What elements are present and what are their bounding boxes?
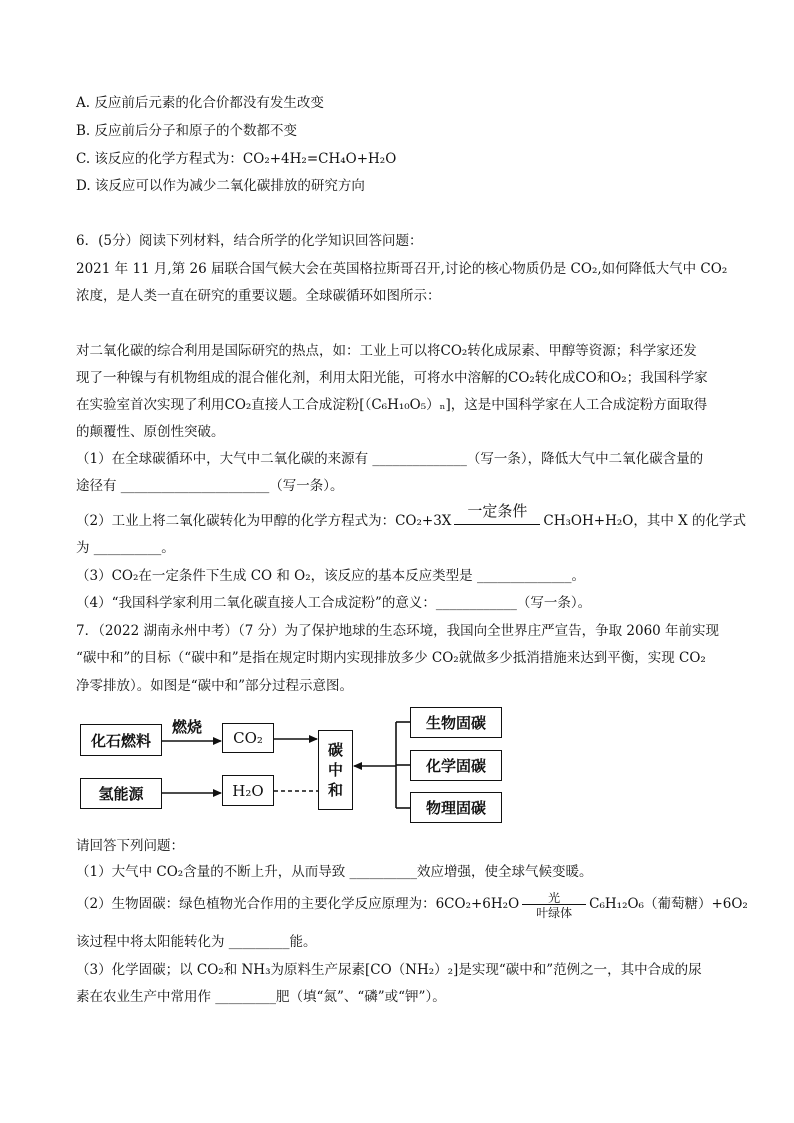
q7-sub1-line: （1）大气中 CO₂含量的不断上升，从而导致 __________效应增强，使全球气候变暖。 <box>76 864 593 880</box>
option-b: B. 反应前后分子和原子的个数都不变 <box>76 123 298 139</box>
carbon-neutral-label: 碳中和 <box>328 740 344 800</box>
q7-sub2-text-before: （2）生物固碳：绿色植物光合作用的主要化学反应原理为：6CO₂+6H₂O <box>76 896 520 912</box>
q6-material-line: 在实验室首次实现了利用CO₂直接人工合成淀粉[（C₆H₁₀O₅）ₙ]，这是中国科学家在人工合成淀粉方面取得 <box>76 397 708 413</box>
option-d: D. 该反应可以作为减少二氧化碳排放的研究方向 <box>76 178 365 194</box>
q7-intro-line: 7．（2022 湖南永州中考）（7 分）为了保护地球的生态环境，我国向全世界庄严宣告，争取 2060 年前实现 <box>76 623 720 639</box>
q6-heading: 6．(5分）阅读下列材料，结合所学的化学知识回答问题： <box>76 233 423 249</box>
q7-sub3-line: （3）化学固碳；以 CO₂和 NH₃为原料生产尿素[CO（NH₂）₂]是实现“碳中和”范例之一，其中合成的尿 <box>76 962 702 978</box>
q7-intro-line: 净零排放）。如图是“碳中和”部分过程示意图。 <box>76 678 354 694</box>
q6-intro-line: 2021 年 11 月,第 26 届联合国气候大会在英国格拉斯哥召开,讨论的核心物质仍是 CO₂,如何降低大气中 CO₂ <box>76 261 728 277</box>
q6-sub2-line2: 为 __________。 <box>76 540 175 556</box>
carbon-neutral-diagram-arrows <box>0 700 794 840</box>
option-c: C. 该反应的化学方程式为：CO₂+4H₂=CH₄O+H₂O <box>76 151 397 167</box>
q6-material-line: 的颠覆性、原创性突破。 <box>76 424 225 440</box>
bio-fixation-box: 生物固碳 <box>410 707 502 738</box>
water-box: H₂O <box>222 775 274 806</box>
chlorophyll-condition-label: 叶绿体 <box>536 906 573 920</box>
q6-sub1-line: 途径有 ______________________（写一条）。 <box>76 478 344 494</box>
reaction-condition-label: 一定条件 <box>467 502 528 520</box>
q6-material-line: 对二氧化碳的综合利用是国际研究的热点，如：工业上可以将CO₂转化成尿素、甲醇等资源；科学家还发 <box>76 343 697 359</box>
q6-sub2-text-before: （2）工业上将二氧化碳转化为甲醇的化学方程式为：CO₂+3X <box>76 513 452 529</box>
chem-fixation-box: 化学固碳 <box>410 750 502 781</box>
photosynthesis-condition-line <box>522 891 586 920</box>
phys-fixation-box: 物理固碳 <box>410 792 502 823</box>
q6-material-line: 现了一种镍与有机物组成的混合催化剂，利用太阳光能，可将水中溶解的CO₂转化成CO和O₂；我国科学家 <box>76 370 708 386</box>
q7-ask: 请回答下列问题： <box>76 838 184 854</box>
q6-sub2-text-after: CH₃OH+H₂O，其中 X 的化学式 <box>543 513 747 529</box>
option-a: A. 反应前后元素的化合价都没有发生改变 <box>76 95 324 111</box>
q7-intro-line: “碳中和”的目标（“碳中和”是指在规定时期内实现排放多少 CO₂就做多少抵消措施来达到平衡，实现 CO₂ <box>76 650 706 666</box>
q7-sub2-line2: 该过程中将太阳能转化为 _________能。 <box>76 934 317 950</box>
q6-sub4-line: （4）“我国科学家利用二氧化碳直接人工合成淀粉”的意义：____________（写一条）。 <box>76 595 592 611</box>
reaction-condition-line <box>454 502 540 525</box>
q6-sub2-line <box>76 502 747 530</box>
carbon-neutral-box <box>318 730 353 810</box>
light-condition-label: 光 <box>548 891 561 905</box>
co2-box: CO₂ <box>222 723 274 753</box>
q7-sub2-text-after: C₆H₁₂O₆（葡萄糖）+6O₂ <box>589 896 748 912</box>
fossil-fuel-box: 化石燃料 <box>80 724 162 756</box>
q6-sub1-line: （1）在全球碳循环中，大气中二氧化碳的来源有 ______________（写一条），降低大气中二氧化碳含量的 <box>76 451 704 467</box>
q6-intro-line: 浓度，是人类一直在研究的重要议题。全球碳循环如图所示： <box>76 288 441 304</box>
q7-sub3-line: 素在农业生产中常用作 _________肥（填“氮”、“磷”或“钾”）。 <box>76 989 446 1005</box>
burn-label: 燃烧 <box>172 718 203 736</box>
q7-sub2-line <box>76 891 748 920</box>
q6-sub3-line: （3）CO₂在一定条件下生成 CO 和 O₂，该反应的基本反应类型是 ______________。 <box>76 568 585 584</box>
hydrogen-energy-box: 氢能源 <box>80 778 162 809</box>
